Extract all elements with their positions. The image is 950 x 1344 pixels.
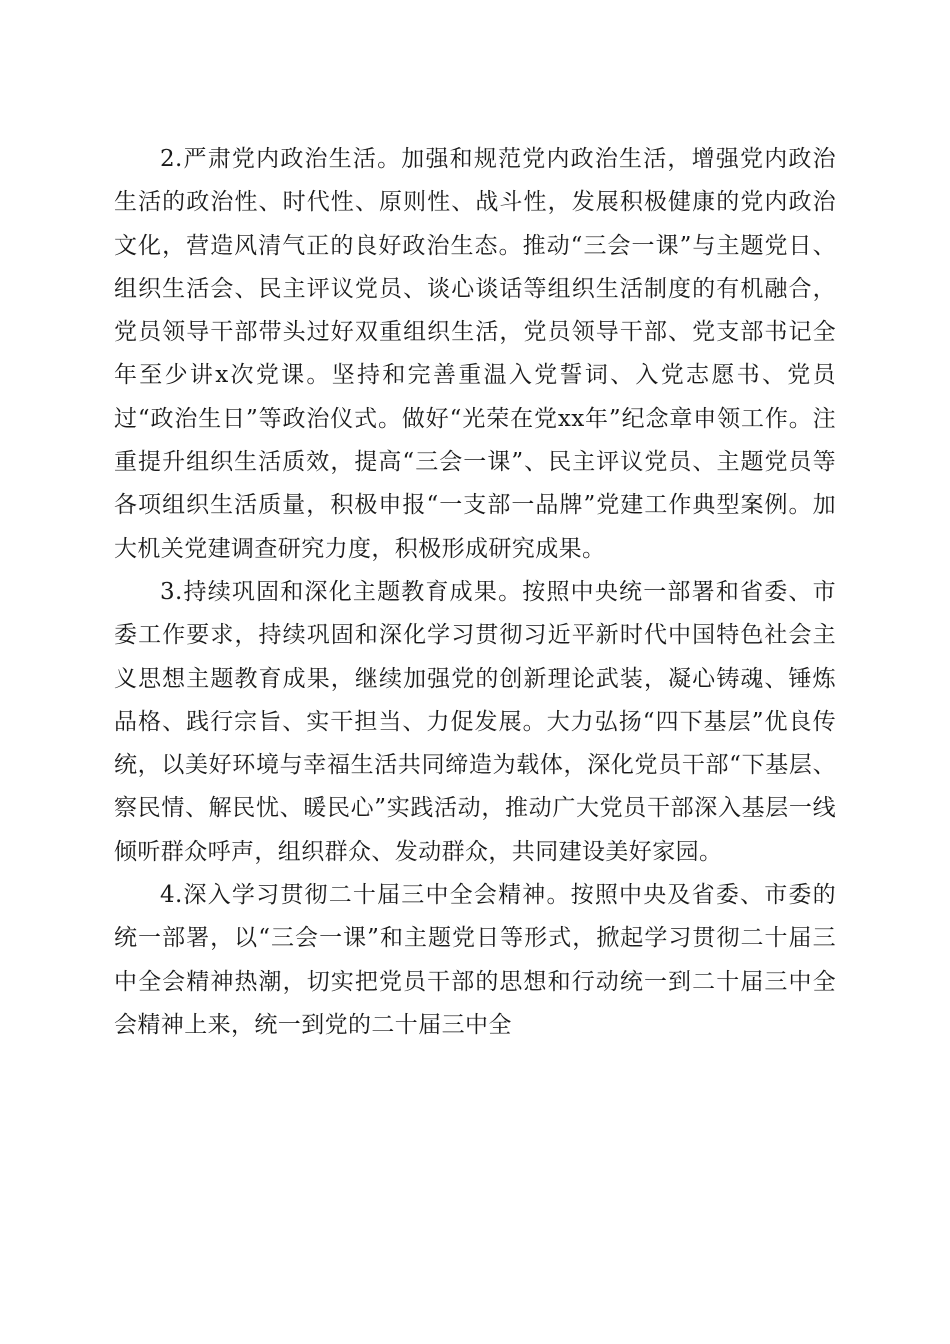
paragraph-theme-education: 3.持续巩固和深化主题教育成果。按照中央统一部署和省委、市委工作要求，持续巩固和深化学习贯彻习近平新时代中国特色社会主义思想主题教育成果，继续加强党的创新理论武装，凝心铸魂、锤炼品格、践行宗旨、实干担当、力促发展。大力弘扬“四下基层”优良传统，以美好环境与幸福生活共同缔造为载体，深化党员干部“下基层、察民情、解民忧、暖民心”实践活动，推动广大党员干部深入基层一线倾听群众呼声，组织群众、发动群众，共同建设美好家园。 (114, 578, 836, 865)
paragraph-strict-party-life: 2.严肃党内政治生活。加强和规范党内政治生活，增强党内政治生活的政治性、时代性、原则性、战斗性，发展积极健康的党内政治文化，营造风清气正的良好政治生态。推动“三会一课”与主题党日、组织生活会、民主评议党员、谈心谈话等组织生活制度的有机融合，党员领导干部带头过好双重组织生活，党员领导干部、党支部书记全年至少讲x次党课。坚持和完善重温入党誓词、入党志愿书、党员过“政治生日”等政治仪式。做好“光荣在党xx年”纪念章申领工作。注重提升组织生活质效，提高“三会一课”、民主评议党员、主题党员等各项组织生活质量，积极申报“一支部一品牌”党建工作典型案例。加大机关党建调查研究力度，积极形成研究成果。 (114, 146, 836, 562)
paragraph-third-plenum: 4.深入学习贯彻二十届三中全会精神。按照中央及省委、市委的统一部署，以“三会一课”和主题党日等形式，掀起学习贯彻二十届三中全会精神热潮，切实把党员干部的思想和行动统一到二十届三中全会精神上来，统一到党的二十届三中全 (114, 882, 836, 1038)
document-body (114, 138, 836, 1047)
